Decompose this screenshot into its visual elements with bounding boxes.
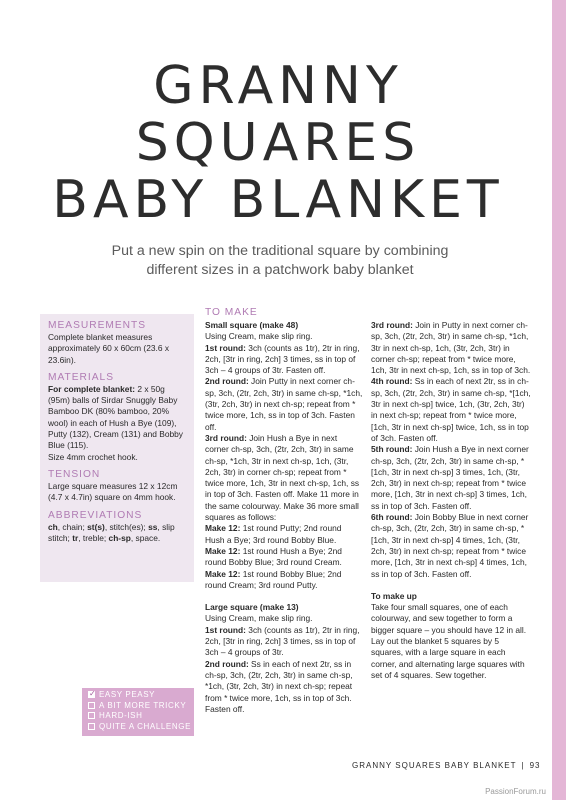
- running-head: GRANNY SQUARES BABY BLANKET: [352, 761, 517, 770]
- difficulty-label: QUITE A CHALLENGE: [99, 721, 192, 731]
- standfirst: [60, 242, 500, 280]
- watermark: PassionForum.ru: [485, 787, 546, 796]
- tension-text: Large square measures 12 x 12cm (4.7 x 4.7in) square on 4mm hook.: [48, 480, 178, 503]
- make-label: Make 12:: [205, 545, 241, 556]
- instruction: [371, 444, 531, 512]
- materials-hook: Size 4mm crochet hook.: [48, 451, 138, 462]
- round-label: 3rd round:: [371, 320, 413, 330]
- large-square-intro: Using Cream, make slip ring.: [205, 613, 313, 624]
- pattern-column-right: [371, 320, 531, 681]
- abbr-term: ch: [48, 521, 58, 532]
- large-square-heading: Large square (make 13): [205, 602, 299, 613]
- abbreviations-text: [48, 522, 189, 545]
- materials-body: 2 x 50g (95m) balls of Sirdar Snuggly Baby Bamboo DK (80% bamboo, 20% wool) in each of Hush a Bye (109), Putty (132), Cream (131) and Bobby Blue (115).: [48, 383, 183, 451]
- round-text: Ss in each of next 2tr, ss in ch-sp, 3ch, (2tr, 2ch, 3tr) in same ch-sp, *1ch, (3tr, 2ch, 3tr) in next ch-sp; repeat from * twice more, 1ch, ss in top of 3ch. Fasten off.: [205, 658, 353, 714]
- difficulty-level: [82, 711, 194, 722]
- title-line: BABY BLANKET: [52, 170, 504, 230]
- abbr-term: tr: [72, 532, 79, 543]
- materials-bold: For complete blanket:: [48, 383, 136, 394]
- round-text: 3ch (counts as 1tr), 2tr in ring, 2ch, [3tr in ring, 2ch] 3 times, ss in top of 3ch – 4 groups of 3tr. Fasten off.: [205, 342, 360, 376]
- make-up-heading: To make up: [371, 590, 417, 601]
- measurements-text: Complete blanket measures approximately 60 x 60cm (23.6 x 23.6in).: [48, 332, 170, 365]
- abbr-term: st(s): [87, 521, 105, 532]
- abbr-def: , stitch(es);: [104, 521, 149, 532]
- round-text: Join Hush a Bye in next corner ch-sp, 3ch, (2tr, 2ch, 3tr) in same ch-sp, *1ch, 3tr in next ch-sp, 1ch, (3tr, 2ch, 3tr) in corner ch-sp; repeat from * twice more, 1ch, 3tr in next ch-sp, 1ch, ss in top of 3ch. Fasten off. Make 11 more in the same colourway. Make 36 more small squares as follows:: [205, 432, 360, 523]
- to-make-heading: TO MAKE: [205, 307, 258, 318]
- small-square-heading: Small square (make 48): [205, 320, 299, 330]
- difficulty-label: HARD-ISH: [99, 711, 143, 720]
- make-up-text: Take four small squares, one of each colourway, and sew together to form a bigger square – you should have 12 in all. Lay out the blanket 5 squares by 5 squares, with a large square in each corner, and alternating large squares with set of 4 squares. Sew together.: [371, 602, 527, 680]
- make-text: 1st round Putty; 2nd round Hush a Bye; 3rd round Bobby Blue.: [205, 523, 342, 545]
- standfirst-line: different sizes in a patchwork baby blanket: [146, 262, 414, 278]
- round-text: Join Putty in next corner ch-sp, 3ch, (2tr, 2ch, 3tr) in same ch-sp, *1ch, (3tr, 2ch, 3tr) in next ch-sp; repeat from * twice more, 1ch, ss in top of 3ch. Fasten off.: [205, 376, 363, 432]
- round-label: 1st round:: [205, 624, 246, 635]
- materials-text: [48, 384, 189, 452]
- round-text: 3ch (counts as 1tr), 2tr in ring, 2ch, [3tr in ring, 2ch] 3 times, ss in top of 3ch – 4 groups of 3tr.: [205, 624, 360, 658]
- title-line: GRANNY: [153, 56, 403, 116]
- abbr-term: ss: [148, 521, 158, 532]
- round-text: Join in Putty in next corner ch-sp, 3ch, (2tr, 2ch, 3tr) in same ch-sp, *1ch, 3tr in next ch-sp, 1ch, (3tr, 2ch, 3tr) in corner ch-sp; repeat from * twice more, 1ch, 3tr in next ch-sp, 1ch, ss in top of 3ch.: [371, 320, 531, 376]
- standfirst-line: Put a new spin on the traditional square by combining: [111, 243, 449, 259]
- empty-box-icon: [88, 702, 95, 709]
- checked-box-icon: [88, 691, 95, 698]
- instruction: [205, 546, 363, 569]
- instruction: [371, 376, 531, 444]
- difficulty-rating: [82, 688, 194, 736]
- abbr-def: , space.: [130, 532, 161, 543]
- page-footer: [352, 761, 541, 770]
- round-label: 3rd round:: [205, 432, 247, 443]
- make-label: Make 12:: [205, 568, 241, 579]
- info-sidebar: [40, 314, 194, 582]
- instruction: [205, 625, 363, 659]
- abbr-def: , chain;: [57, 521, 88, 532]
- footer-separator: |: [521, 761, 525, 770]
- abbr-def: , treble;: [78, 532, 109, 543]
- round-label: 2nd round:: [205, 658, 249, 669]
- instruction: [205, 376, 363, 432]
- difficulty-level: [82, 722, 194, 733]
- difficulty-label: A BIT MORE TRICKY: [99, 700, 187, 710]
- small-square-intro: Using Cream, make slip ring.: [205, 331, 313, 342]
- empty-box-icon: [88, 723, 95, 730]
- make-label: Make 12:: [205, 523, 241, 534]
- instruction: [371, 512, 531, 580]
- round-text: Ss in each of next 2tr, ss in ch-sp, 3ch, (2tr, 2ch, 3tr) in same ch-sp, *[1ch, 3tr in next ch-sp] twice, 1ch, (3tr, 2ch, 3tr) in next ch-sp; repeat from * twice more, [1ch, 3tr in next ch-sp] twice, 1ch, ss in top of 3ch. Fasten off.: [371, 376, 531, 443]
- page-title: [20, 58, 536, 229]
- round-text: Join Bobby Blue in next corner ch-sp, 3ch, (2tr, 2ch, 3tr) in same ch-sp, *[1ch, 3tr in next ch-sp] 4 times, 1ch, (3tr, 2ch, 3tr) in next ch-sp; repeat from * twice more, [1ch, 3tr in next ch-sp] 4 times, 1ch, ss in top of 3ch. Fasten off.: [371, 512, 529, 579]
- abbr-def: , slip stitch;: [48, 521, 175, 543]
- instruction: [205, 523, 363, 546]
- difficulty-level: [82, 690, 194, 701]
- tension-heading: TENSION: [48, 468, 101, 480]
- empty-box-icon: [88, 712, 95, 719]
- measurements-heading: MEASUREMENTS: [48, 320, 147, 331]
- title-line: SQUARES: [135, 113, 421, 173]
- round-label: 1st round:: [205, 342, 246, 353]
- instruction: [205, 433, 363, 523]
- make-text: 1st round Hush a Bye; 2nd round Bobby Blue; 3rd round Cream.: [205, 545, 342, 568]
- round-label: 2nd round:: [205, 376, 249, 387]
- difficulty-level: [82, 701, 194, 712]
- page-number: 93: [529, 761, 541, 770]
- round-label: 5th round:: [371, 444, 413, 455]
- materials-heading: MATERIALS: [48, 371, 114, 383]
- abbreviations-heading: ABBREVIATIONS: [48, 509, 143, 521]
- instruction: [205, 659, 363, 715]
- round-label: 4th round:: [371, 376, 413, 387]
- round-text: Join Hush a Bye in next corner ch-sp, 3ch, (2tr, 2ch, 3tr) in same ch-sp, *[1ch, 3tr in next ch-sp] 3 times, 1ch, (3tr, 2ch, 3tr) in next ch-sp; repeat from * twice more, [1ch, 3tr in next ch-sp] 3 times, 1ch, ss in top of 3ch. Fasten off.: [371, 444, 529, 511]
- abbr-term: ch-sp: [108, 532, 131, 543]
- make-text: 1st round Bobby Blue; 2nd round Cream; 3rd round Putty.: [205, 568, 342, 590]
- pattern-column-middle: [205, 306, 363, 715]
- round-label: 6th round:: [371, 512, 413, 523]
- difficulty-label: EASY PEASY: [99, 690, 156, 699]
- instruction: [205, 569, 363, 592]
- edge-color-strip: [552, 0, 566, 800]
- instruction: [205, 343, 363, 377]
- instruction: [371, 320, 531, 376]
